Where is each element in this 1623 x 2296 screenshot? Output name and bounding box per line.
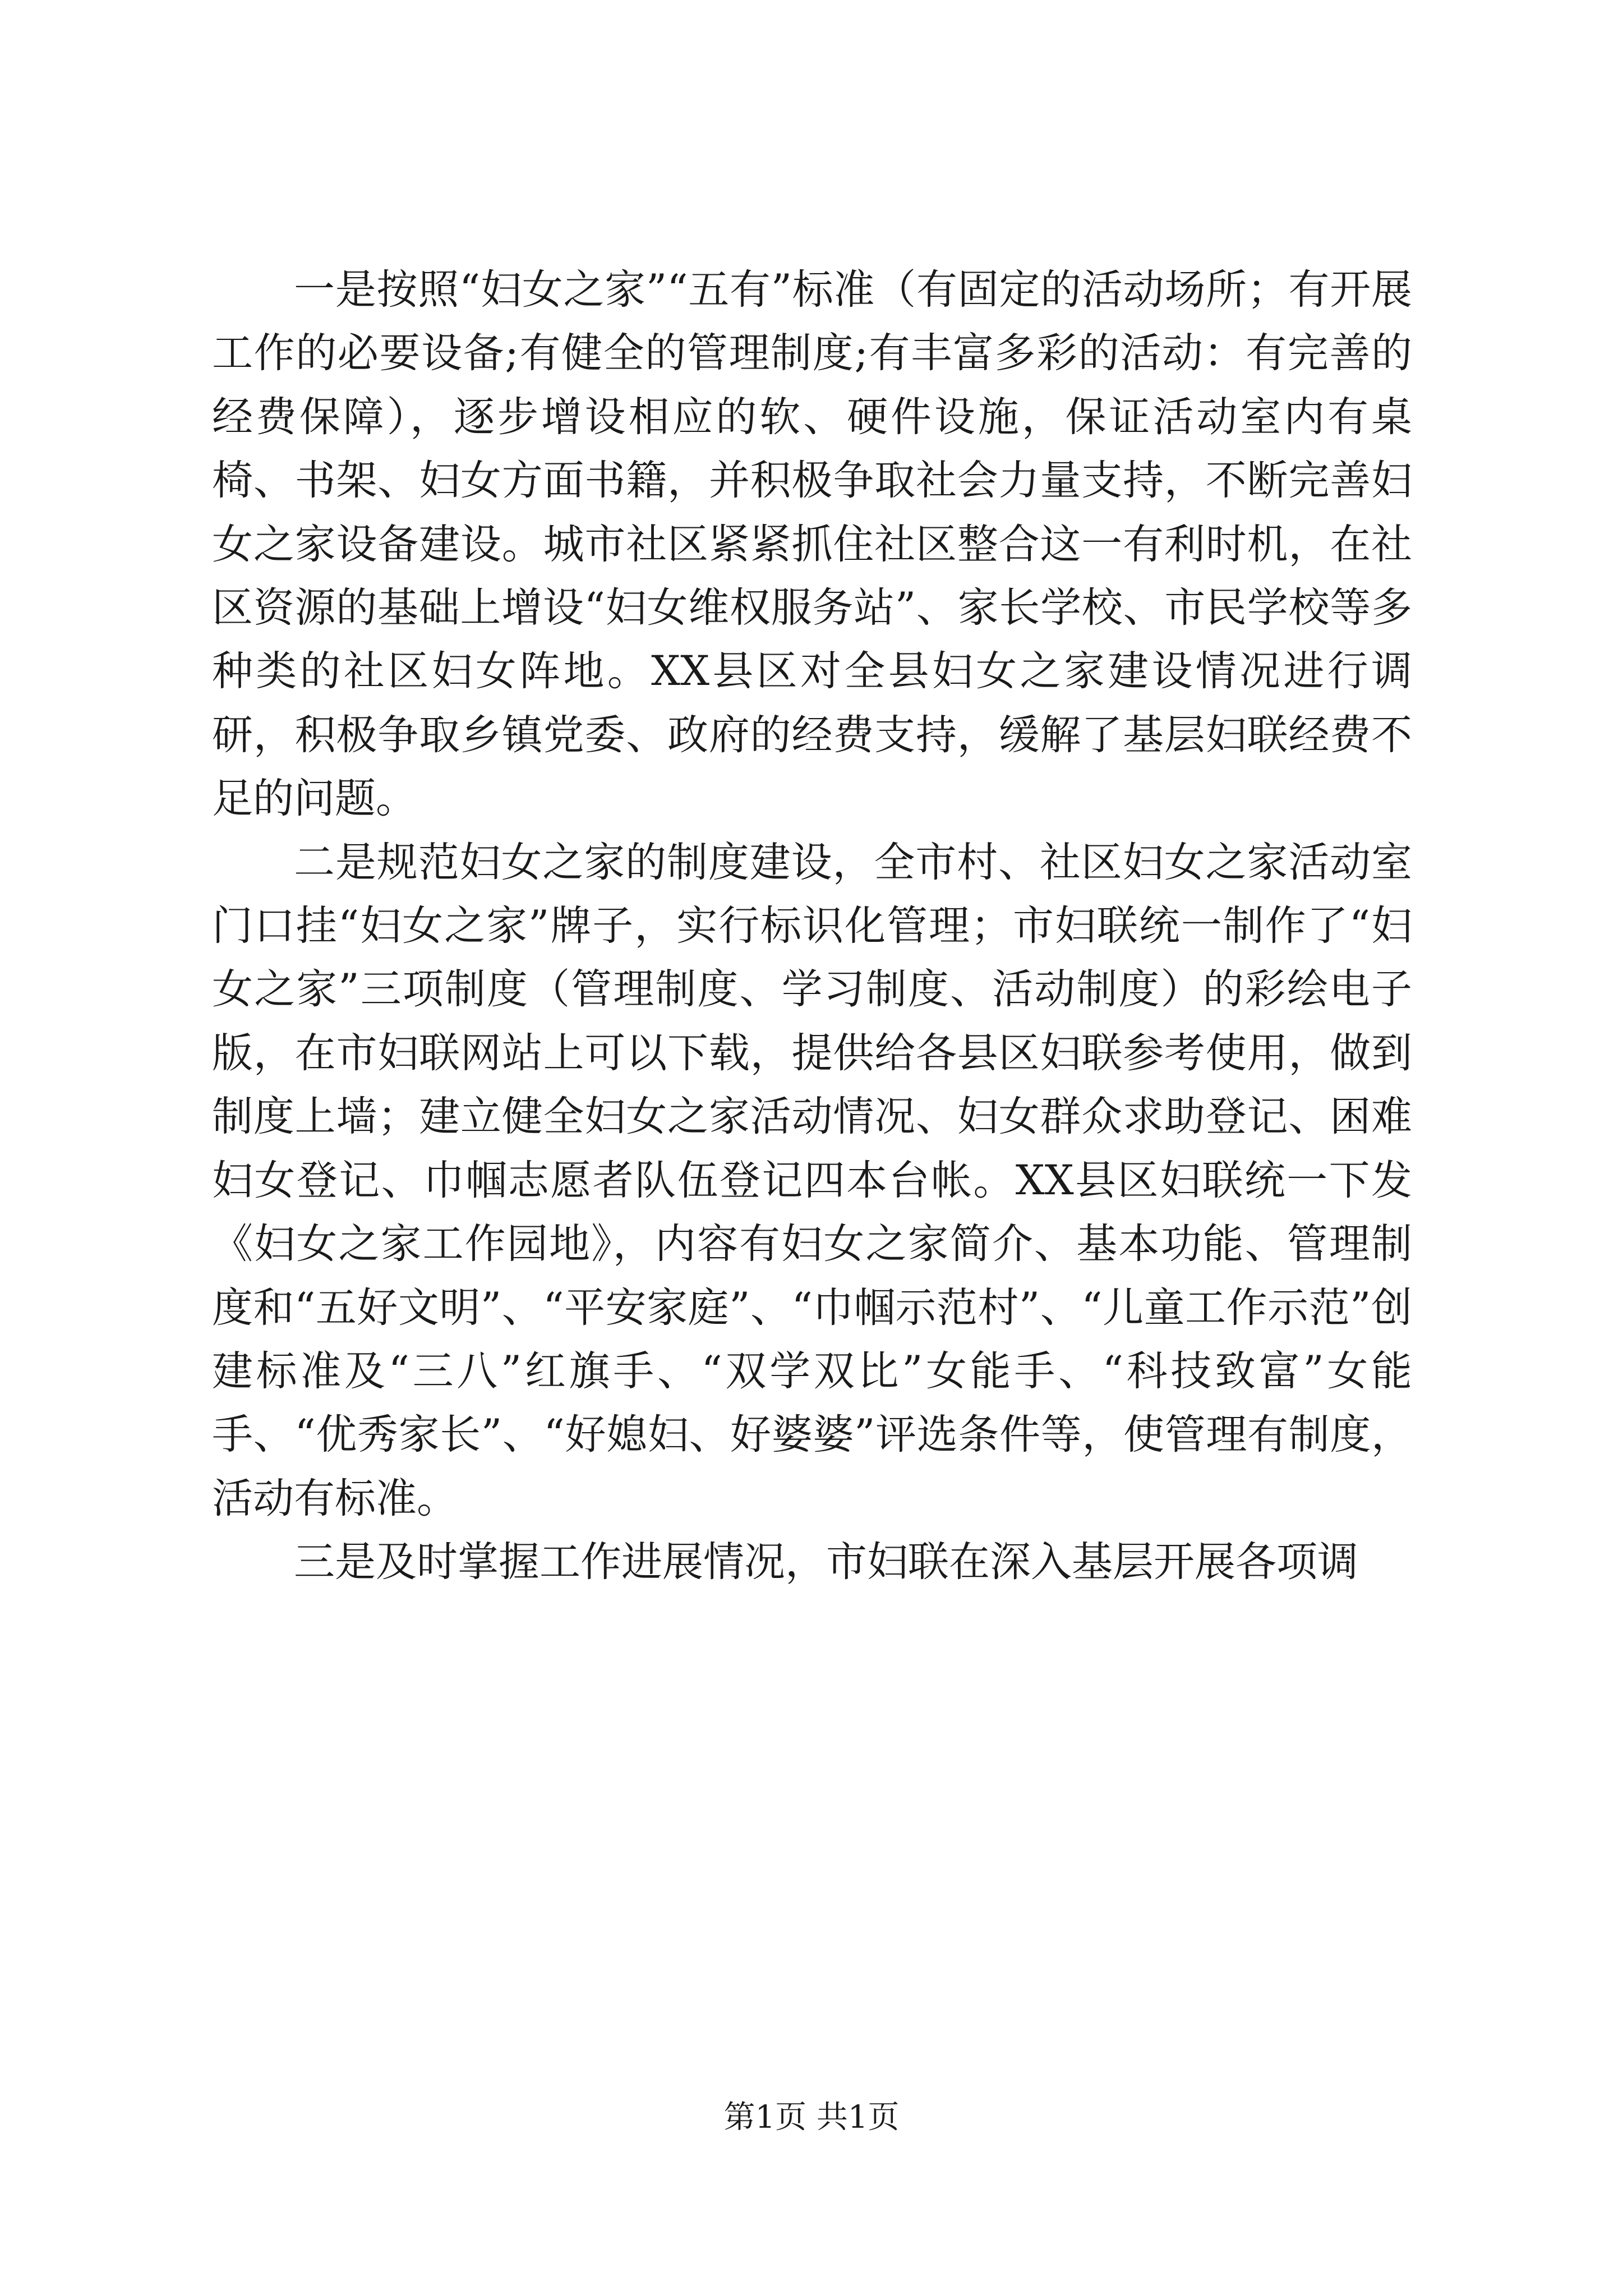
paragraph-3: 三是及时掌握工作进展情况，市妇联在深入基层开展各项调 <box>294 1538 1358 1586</box>
page-number-footer: 第1页 共1页 <box>723 2099 900 2136</box>
document-body <box>212 258 1412 1594</box>
paragraph-2: 二是规范妇女之家的制度建设，全市村、社区妇女之家活动室门口挂“妇女之家”牌子，实行标识化管理；市妇联统一制作了“妇女之家”三项制度（管理制度、学习制度、活动制度）的彩绘电子版，在市妇联网站上可以下载，提供给各县区妇联参考使用，做到制度上墙；建立健全妇女之家活动情况、妇女群众求助登记、困难妇女登记、巾帼志愿者队伍登记四本台帐。XX县区妇联统一下发《妇女之家工作园地》，内容有妇女之家简介、基本功能、管理制度和“五好文明”、“平安家庭”、“巾帼示范村”、“儿童工作示范”创建标准及“三八”红旗手、“双学双比”女能手、“科技致富”女能手、“优秀家长”、“好媳妇、好婆婆”评选条件等，使管理有制度，活动有标准。 <box>212 838 1412 1522</box>
paragraph-1: 一是按照“妇女之家”“五有”标准（有固定的活动场所；有开展工作的必要设备;有健全的管理制度;有丰富多彩的活动：有完善的经费保障），逐步增设相应的软、硬件设施，保证活动室内有桌椅、书架、妇女方面书籍，并积极争取社会力量支持，不断完善妇女之家设备建设。城市社区紧紧抓住社区整合这一有利时机，在社区资源的基础上增设“妇女维权服务站”、家长学校、市民学校等多种类的社区妇女阵地。XX县区对全县妇女之家建设情况进行调研，积极争取乡镇党委、政府的经费支持，缓解了基层妇联经费不足的问题。 <box>212 266 1412 823</box>
